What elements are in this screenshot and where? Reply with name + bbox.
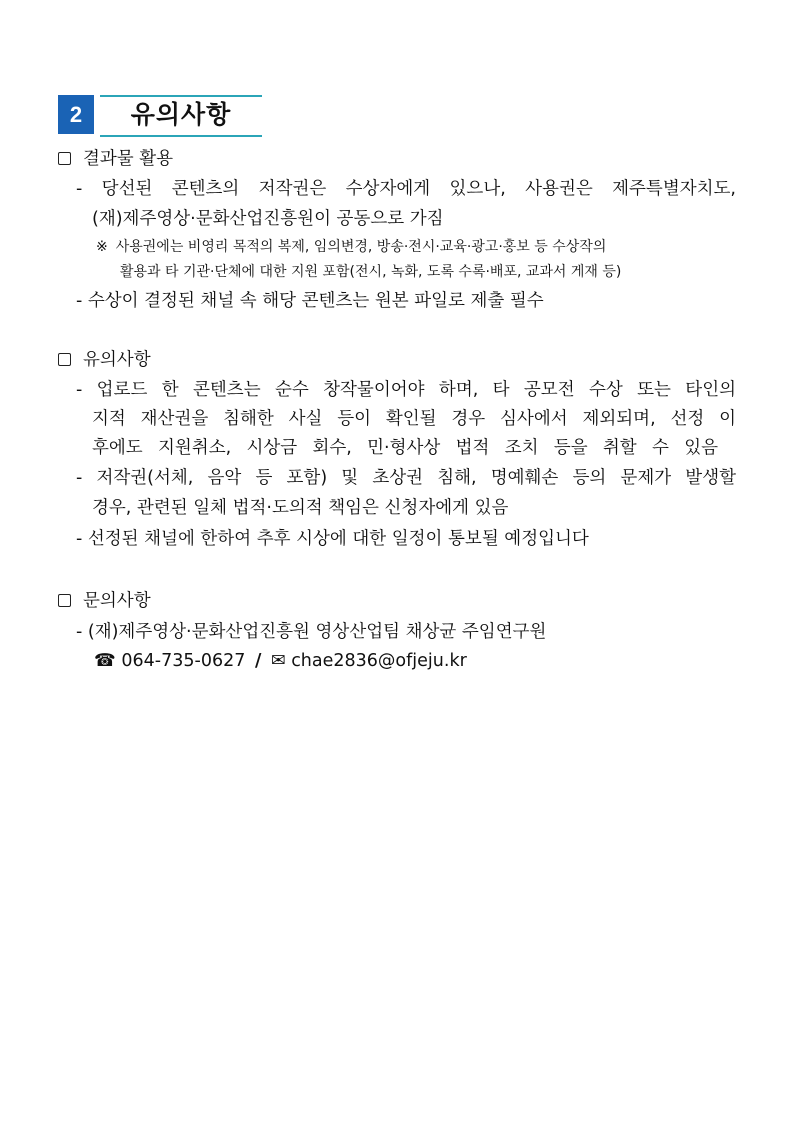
square-bullet-icon	[58, 152, 71, 165]
notice-line-2: 지적 재산권을 침해한 사실 등이 확인될 경우 심사에서 제외되며, 선정 이	[92, 409, 736, 429]
heading-results-usage	[58, 147, 173, 171]
square-bullet-icon	[58, 353, 71, 366]
contact-details	[94, 649, 467, 673]
note-mark: ※	[96, 239, 108, 255]
heading-text: 유의사항	[83, 350, 151, 370]
section-header	[58, 95, 262, 135]
contact-line: - (재)제주영상·문화산업진흥원 영상산업팀 채상균 주임연구원	[76, 622, 547, 642]
section-title-box	[100, 95, 262, 137]
notice-line-6: - 선정된 채널에 한하여 추후 시상에 대한 일정이 통보될 예정입니다	[76, 529, 589, 549]
notice-line-3: 후에도 지원취소, 시상금 회수, 민·형사상 법적 조치 등을 취할 수 있음	[92, 438, 718, 458]
email-address: chae2836@ofjeju.kr	[291, 651, 467, 671]
contact-separator: /	[254, 651, 262, 671]
mail-icon: ✉	[270, 651, 286, 671]
notice-line-5: 경우, 관련된 일체 법적·도의적 책임은 신청자에게 있음	[92, 498, 509, 518]
phone-icon: ☎	[94, 651, 116, 671]
results-line-2: (재)제주영상·문화산업진흥원이 공동으로 가짐	[92, 209, 444, 229]
note-text-1: 사용권에는 비영리 목적의 복제, 임의변경, 방송·전시·교육·광고·홍보 등 수상작의	[115, 239, 607, 255]
heading-text: 문의사항	[83, 591, 151, 611]
heading-notices	[58, 348, 151, 372]
section-number: 2	[58, 95, 94, 134]
note-line-2: 활용과 타 기관·단체에 대한 지원 포함(전시, 녹화, 도록 수록·배포, 교과서 게재 등)	[120, 264, 622, 280]
section-title: 유의사항	[130, 100, 232, 129]
notice-line-1: - 업로드 한 콘텐츠는 순수 창작물이어야 하며, 타 공모전 수상 또는 타인의	[76, 380, 736, 400]
notice-line-4: - 저작권(서체, 음악 등 포함) 및 초상권 침해, 명예훼손 등의 문제가 발생할	[76, 468, 736, 488]
phone-number: 064-735-0627	[121, 651, 246, 671]
heading-text: 결과물 활용	[83, 149, 174, 169]
results-line-1: - 당선된 콘텐츠의 저작권은 수상자에게 있으나, 사용권은 제주특별자치도,	[76, 179, 736, 199]
note-line-1	[96, 237, 606, 257]
square-bullet-icon	[58, 594, 71, 607]
results-last-line: - 수상이 결정된 채널 속 해당 콘텐츠는 원본 파일로 제출 필수	[76, 291, 544, 311]
heading-inquiries	[58, 589, 151, 613]
